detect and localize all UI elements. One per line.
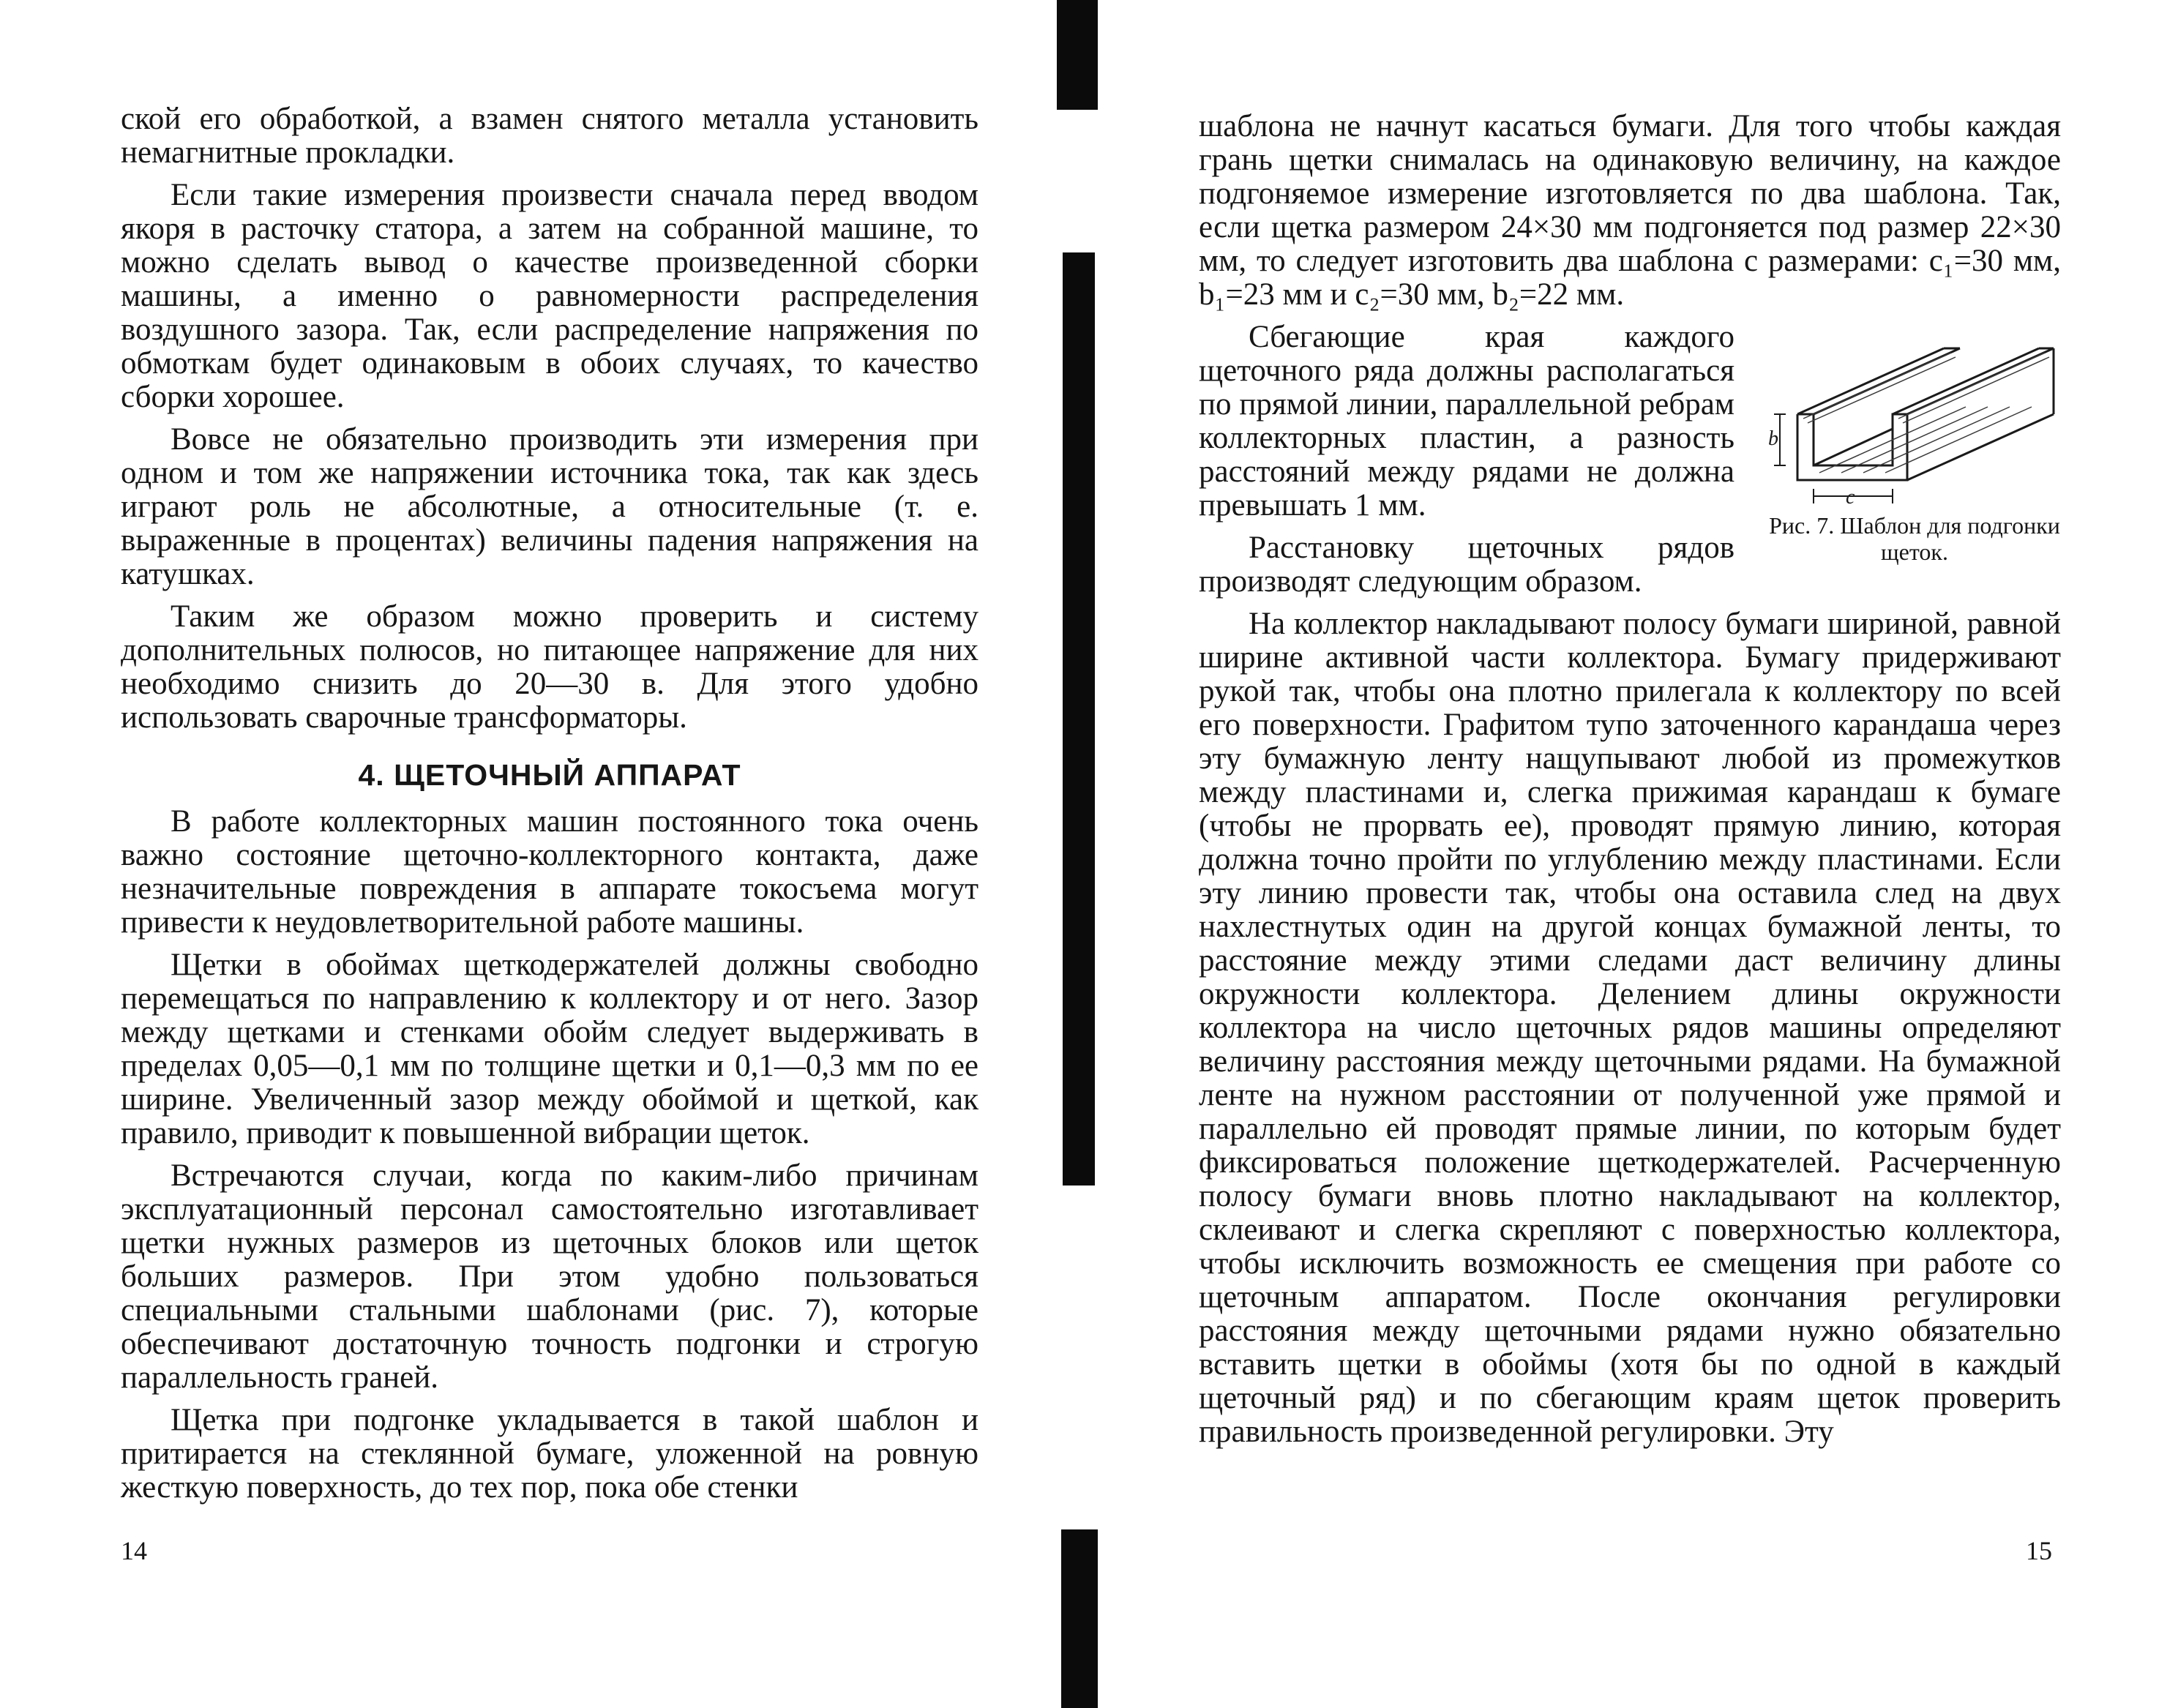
paragraph: На коллектор накладывают полосу бумаги шириной, равной ширине активной части коллектора. Бумагу придерживают рукой так, чтобы она плотно прилегала к коллектору по всей его поверхности. Графитом тупо заточенного карандаша через эту бумажную ленту нащупывают любой из промежутков между пластинами и, слегка прижимая карандаш к бумаге (чтобы не прорвать ее), проводят прямую линию, которая должна точно пройти по углублению между пластинами. Если эту линию провести так, чтобы она оставила след на двух нахлестнутых один на другой концах бумажной ленты, то расстояние между этими следами даст величину длины окружности коллектора. Делением длины окружности коллектора на число щеточных рядов машины определяют величину расстояния между щеточными рядами. На бумажной ленте на нужном расстоянии от полученной уже прямой и параллельно ей проводят прямые линии, по которым будет фиксироваться положение щеткодержателей. Расчерченную полосу бумаги вновь плотно накладывают на коллектор, склеивают и слегка скрепляют с поверхностью коллектора, чтобы исключить возможность ее смещения при работе со щеточным аппаратом. После окончания регулировки расстояния между щеточными рядами нужно обязательно вставить щетки в обоймы (хотя бы по одной в каждый щеточный ряд) и по сбегающим краям щеток проверить правильность произведенной регулировки. Эту <box>1199 607 2061 1449</box>
paragraph: шаблона не начнут касаться бумаги. Для того чтобы каждая грань щетки снималась на одинаковую величину, на каждое подгоняемое измерение изготовляется по два шаблона. Так, если щетка размером 24×30 мм подгоняется под размер 22×30 мм, то следует изготовить два шаблона с размерами: c₁=30 мм, b₁=23 мм и c₂=30 мм, b₂=22 мм. <box>1199 109 2061 312</box>
paragraph: Встречаются случаи, когда по каким-либо причинам эксплуатационный персонал самостоятельно изготавливает щетки нужных размеров из щеточных блоков или щеток больших размеров. При этом удобно пользоваться специальными стальными шаблонами (рис. 7), которые обеспечивают достаточную точность подгонки и строгую параллельность граней. <box>121 1158 978 1395</box>
page-number-right: 15 <box>2026 1536 2052 1565</box>
page-number-left: 14 <box>121 1536 147 1565</box>
paragraph: Щетка при подгонке укладывается в такой шаблон и притирается на стеклянной бумаге, уложенной на ровную жесткую поверхность, до тех пор, пока обе стенки <box>121 1403 978 1505</box>
brush-template-drawing <box>1768 334 2061 509</box>
section-heading: 4. ЩЕТОЧНЫЙ АППАРАТ <box>358 758 741 792</box>
paragraph: Щетки в обоймах щеткодержателей должны свободно перемещаться по направлению к коллектору и от него. Зазор между щетками и стенками обойм следует выдерживать в пределах 0,05—0,1 мм по толщине щетки и 0,1—0,3 мм по ее ширине. Увеличенный зазор между обоймой и щеткой, как правило, приводит к повышенной вибрации щеток. <box>121 948 978 1150</box>
left-page <box>0 0 1076 1708</box>
paragraph: Расстановку щеточных рядов производят следующим образом. <box>1199 531 1734 599</box>
paragraph: Таким же образом можно проверить и систему дополнительных полюсов, но питающее напряжение для них необходимо снизить до 20—30 в. Для этого удобно использовать сварочные трансформаторы. <box>121 599 978 735</box>
label-c: c <box>1846 486 1855 509</box>
paragraph: ской его обработкой, а взамен снятого металла установить немагнитные прокладки. <box>121 102 978 170</box>
figure-7 <box>1768 334 2061 565</box>
hatching <box>1803 353 2049 473</box>
paragraph: В работе коллекторных машин постоянного тока очень важно состояние щеточно-коллекторного контакта, даже незначительные повреждения в аппарате токосъема могут привести к неудовлетворительной работе машины. <box>121 804 978 940</box>
figure-caption: Рис. 7. Шаблон для подгонки щеток. <box>1769 512 2060 565</box>
paragraph: Вовсе не обязательно производить эти измерения при одном и том же напряжении источника тока, так как здесь играют роль не абсолютные, а относительные (т. е. выраженные в процентах) величины падения напряжения на катушках. <box>121 422 978 591</box>
left-text-column <box>121 102 978 1513</box>
right-page <box>1105 0 2178 1708</box>
paragraph: Сбегающие края каждого щеточного ряда должны располагаться по прямой линии, параллельной ребрам коллекторных пластин, а разность расстояний между рядами не должна превышать 1 мм. <box>1199 320 1734 522</box>
label-b: b <box>1768 427 1778 450</box>
right-text-column <box>1199 110 2061 1458</box>
paragraph: Если такие измерения произвести сначала перед вводом якоря в расточку статора, а затем на собранной машине, то можно сделать вывод о качестве произведенной сборки машины, а именно о равномерности распределения воздушного зазора. Так, если распределение напряжения по обмоткам будет одинаковым в обоих случаях, то качество сборки хорошее. <box>121 178 978 414</box>
